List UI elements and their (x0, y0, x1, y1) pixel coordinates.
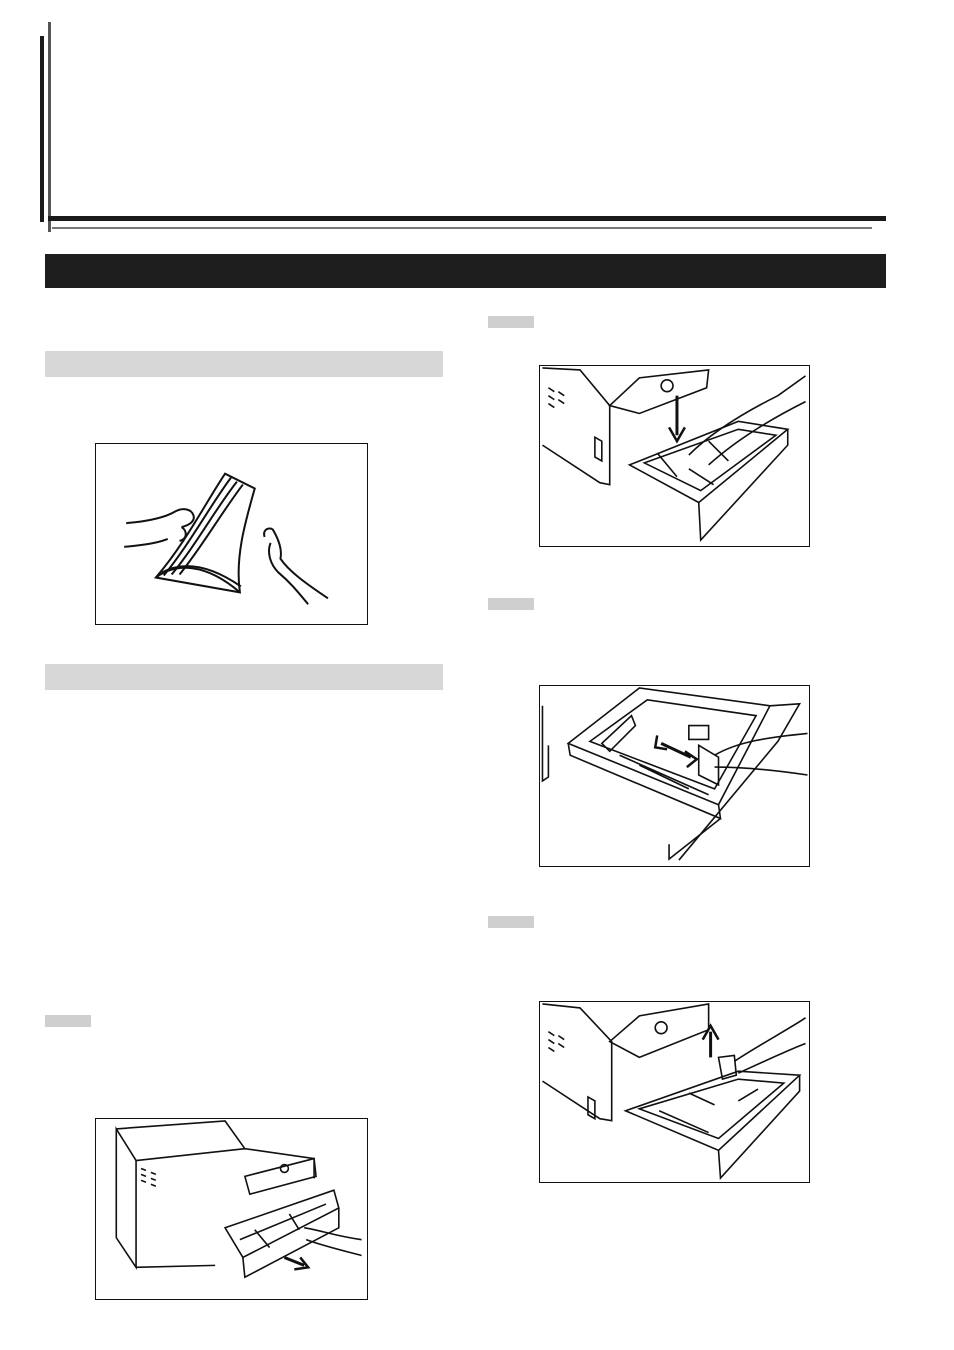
figure-fan-paper (95, 443, 368, 625)
adjust-length-guide-illustration (540, 1002, 809, 1182)
figure-adjust-length-guide (539, 1001, 810, 1183)
header-rule-main (48, 216, 886, 221)
step-tag-1 (45, 1015, 91, 1027)
step-tag-4 (488, 916, 534, 928)
figure-press-plate (539, 365, 810, 547)
header-rule-thin (52, 227, 872, 229)
adjust-width-guides-illustration (540, 686, 809, 866)
figure-pull-drawer (95, 1118, 368, 1300)
header-vertical-bar-inner (48, 22, 51, 232)
fanning-paper-illustration (96, 444, 367, 624)
header-vertical-bar-outer (40, 36, 44, 222)
step-tag-3 (488, 598, 534, 610)
figure-adjust-width-guides (539, 685, 810, 867)
pull-out-drawer-illustration (96, 1119, 367, 1299)
subheading-bar-1 (45, 351, 443, 377)
step-tag-2 (488, 316, 534, 328)
section-heading-bar (45, 254, 886, 288)
subheading-bar-2 (45, 664, 443, 690)
press-bottom-plate-illustration (540, 366, 809, 546)
